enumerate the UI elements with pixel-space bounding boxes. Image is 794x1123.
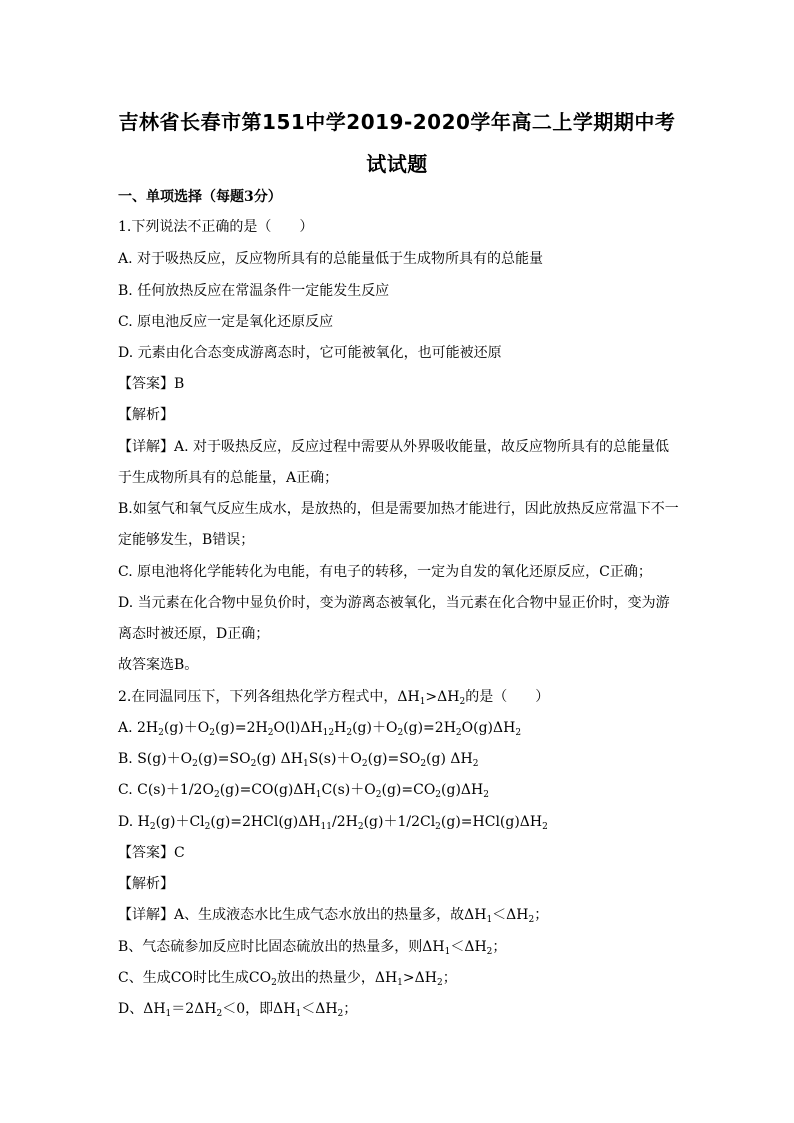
q2-option-a: A. $2H_2(g)+O_2(g)=2H_2O(l)\Delta H_{12}H_2(g)+O_2(g)=2H_2O(g)\Delta H_2$ — [118, 720, 522, 738]
document-title-line1: 吉林省长春市第151中学2019-2020学年高二上学期期中考 — [118, 110, 676, 134]
q2-detail-b: B、气态硫参加反应时比固态硫放出的热量多，则$\Delta H_1<\Delta H_2$； — [118, 939, 507, 957]
q1-detail-line: C. 原电池将化学能转化为电能，有电子的转移，一定为自发的氧化还原反应，C正确； — [118, 564, 652, 580]
q1-detail-line: 离态时被还原，D正确； — [118, 626, 270, 642]
q1-option-d: D. 元素由化合态变成游离态时，它可能被氧化，也可能被还原 — [118, 345, 502, 361]
q2-option-b: B. $S(g)+O_2(g)=SO_2(g)$ $\Delta H_1S(s)+O_2(g)=SO_2(g)$ $\Delta H_2$ — [118, 751, 479, 769]
q1-answer: 【答案】B — [118, 376, 185, 392]
q2-analysis-label: 【解析】 — [118, 876, 174, 892]
q1-analysis-label: 【解析】 — [118, 407, 174, 423]
q1-detail-line: 定能够发生，B错误； — [118, 532, 255, 548]
q2-option-d: D. $H_2(g)+Cl_2(g)=2HCl(g)\Delta H_{11}/2H_2(g)+1/2Cl_2(g)=HCl(g)\Delta H_2$ — [118, 814, 548, 832]
q1-detail-line: 于生成物所具有的总能量，A正确； — [118, 470, 339, 486]
q2-stem: 2.在同温同压下，下列各组热化学方程式中，$\Delta H_1>\Delta H_2$的是（ ） — [118, 689, 550, 707]
q2-detail-a: 【详解】A、生成液态水比生成气态水放出的热量多，故$\Delta H_1<\Delta H_2$； — [118, 907, 549, 925]
q1-detail-line: 【详解】A. 对于吸热反应，反应过程中需要从外界吸收能量，故反应物所具有的总能量低 — [118, 439, 670, 455]
section-heading: 一、单项选择（每题3分） — [118, 189, 282, 205]
q1-stem: 1.下列说法不正确的是（ ） — [118, 219, 314, 235]
q2-detail-d: D、$\Delta H_1=2\Delta H_2<0$，即$\Delta H_1<\Delta H_2$； — [118, 1001, 358, 1019]
q1-option-c: C. 原电池反应一定是氧化还原反应 — [118, 314, 334, 330]
q1-option-a: A. 对于吸热反应，反应物所具有的总能量低于生成物所具有的总能量 — [118, 251, 544, 267]
q1-option-b: B. 任何放热反应在常温条件一定能发生反应 — [118, 283, 390, 299]
q1-detail-line: B.如氢气和氧气反应生成水，是放热的，但是需要加热才能进行，因此放热反应常温下不一 — [118, 501, 679, 517]
q2-answer: 【答案】C — [118, 845, 185, 861]
q2-detail-c: C、生成CO时比生成$CO_2$放出的热量少，$\Delta H_1>\Delta H_2$； — [118, 970, 457, 988]
q1-detail-line: D. 当元素在化合物中显负价时，变为游离态被氧化，当元素在化合物中显正价时，变为游 — [118, 595, 670, 611]
document-title-line2: 试试题 — [366, 152, 428, 176]
q1-conclusion: 故答案选B。 — [118, 657, 199, 673]
q2-option-c: C. $C(s)+1/2O_2(g)=CO(g)\Delta H_1C(s)+O_2(g)=CO_2(g)\Delta H_2$ — [118, 782, 489, 800]
